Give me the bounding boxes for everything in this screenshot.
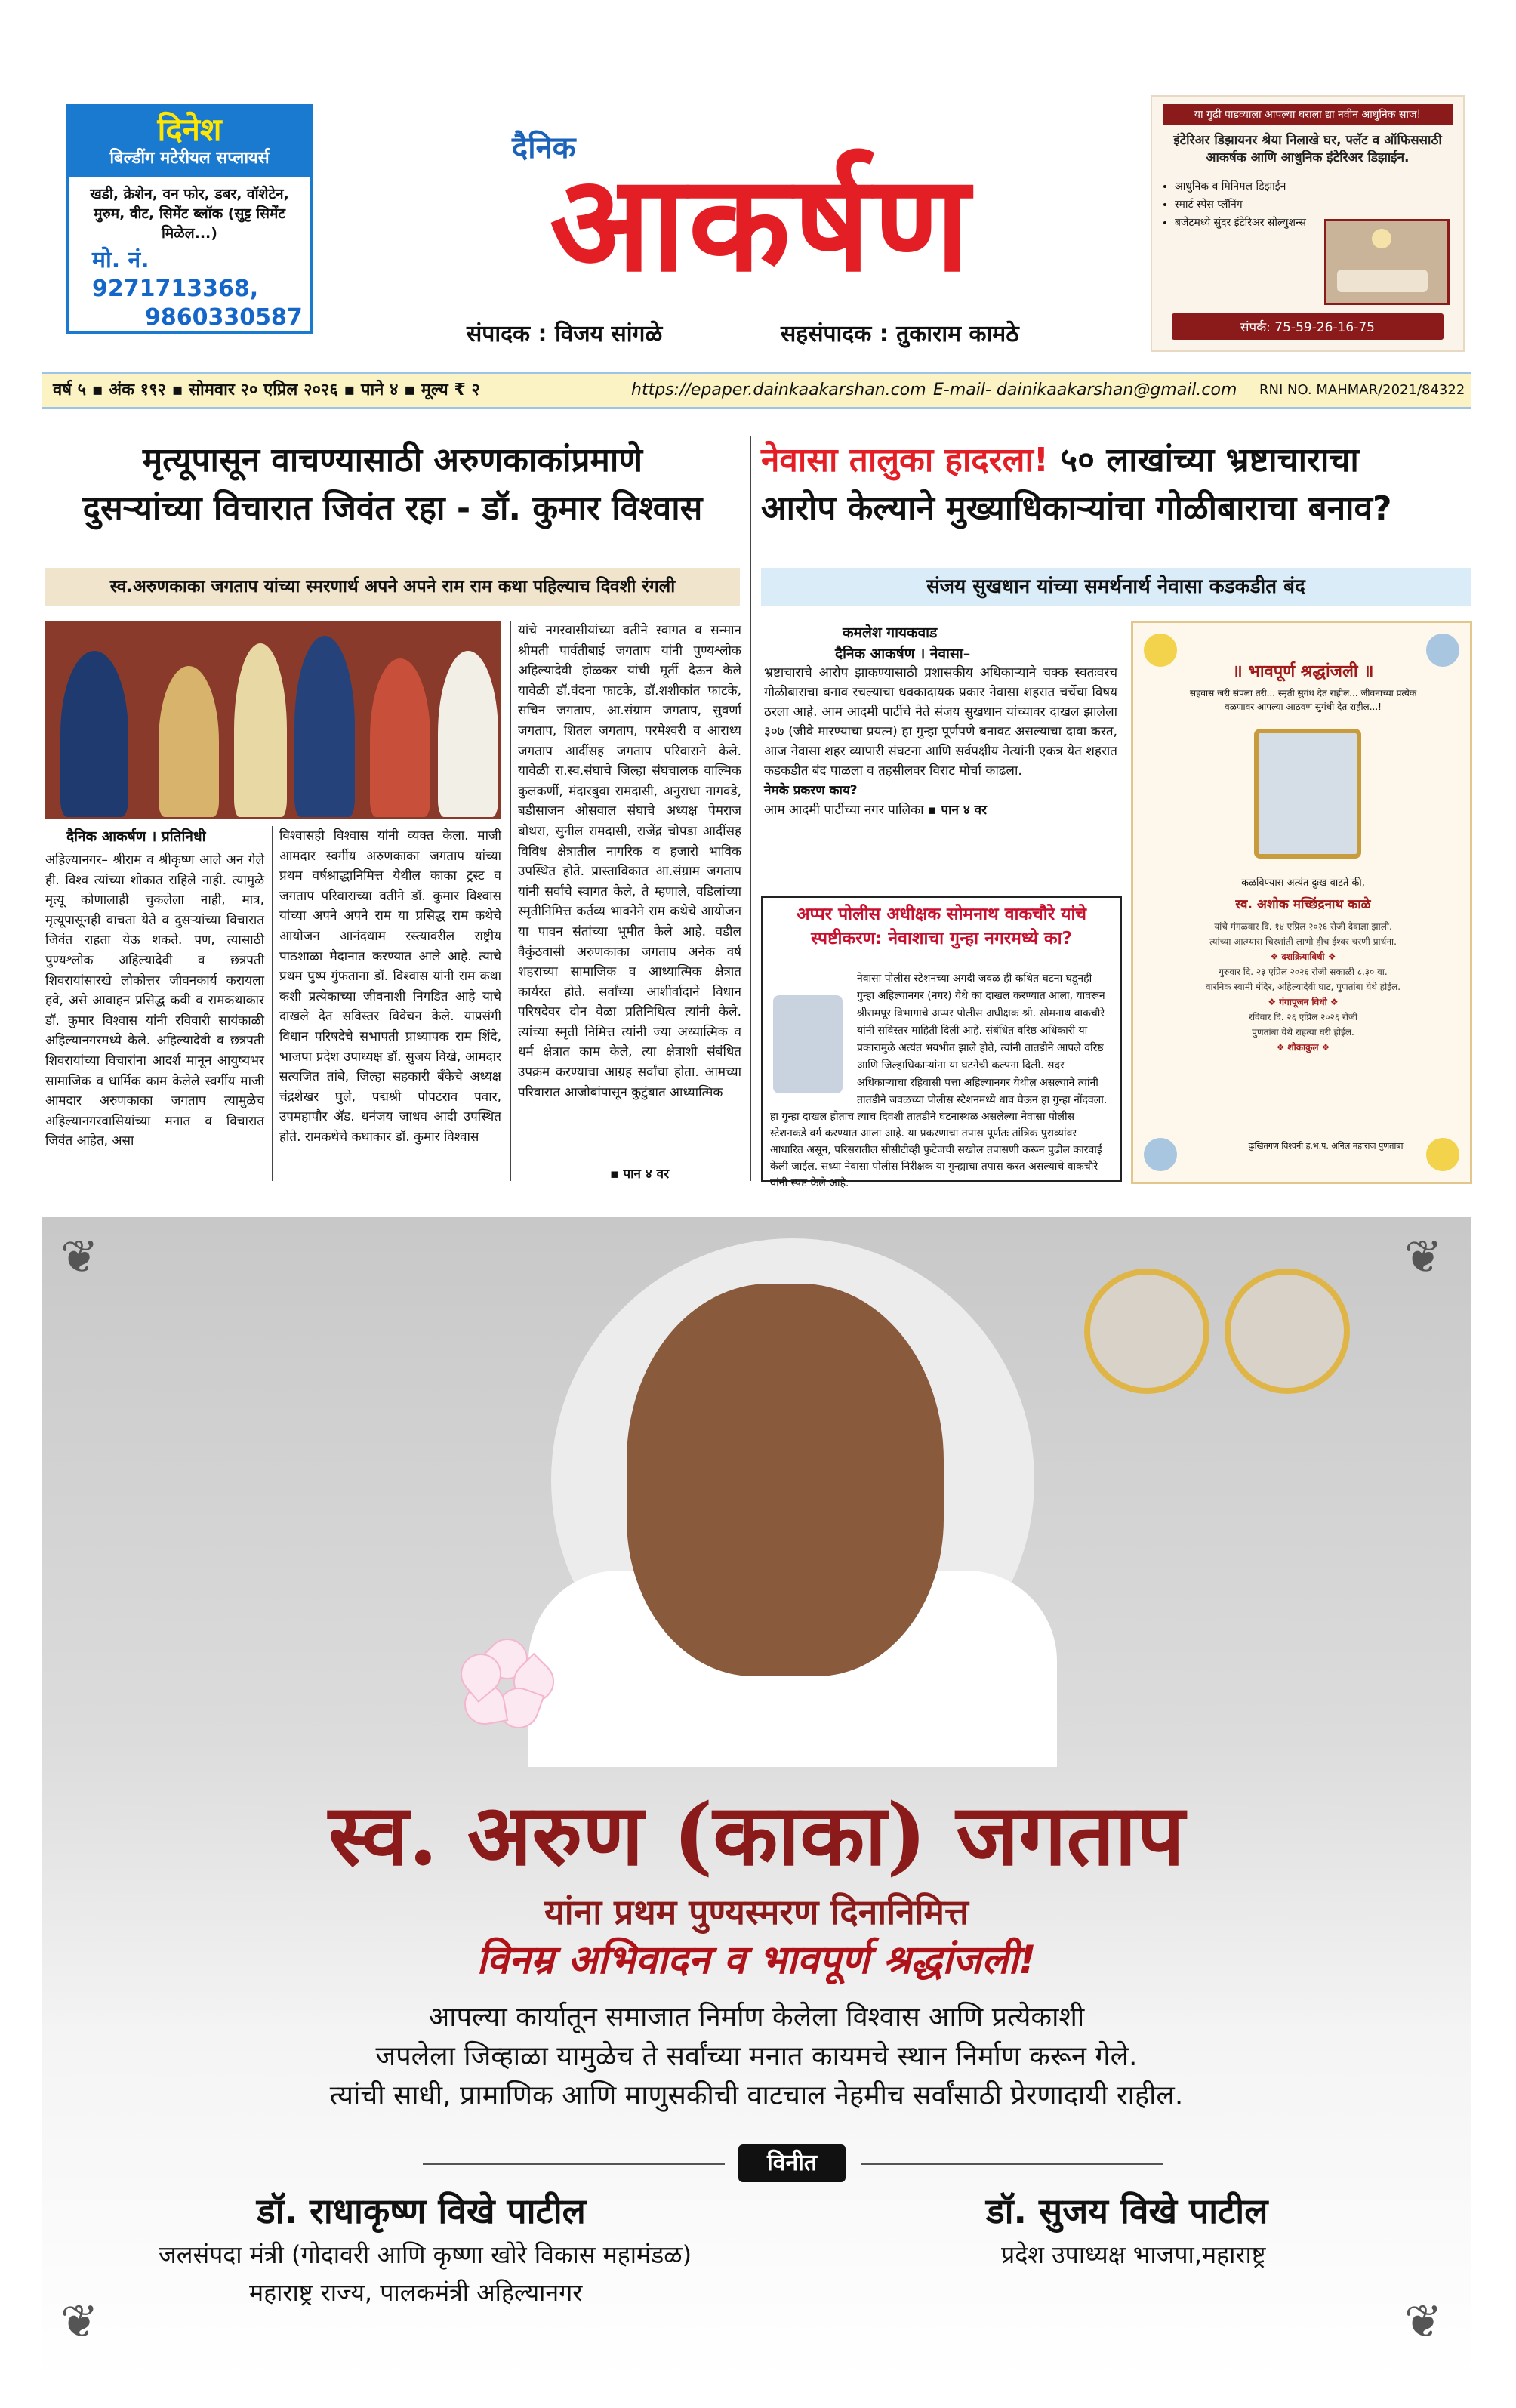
left-headline-line-1: मृत्यूपासून वाचण्यासाठी अरुणकाकांप्रमाणे bbox=[142, 441, 643, 479]
right-article-question: नेमके प्रकरण काय? bbox=[764, 783, 858, 798]
memorial-name: स्व. अरुण (काका) जगताप bbox=[328, 1786, 1185, 1885]
right-author: कमलेश गायकवाड bbox=[843, 624, 938, 641]
ad-point: • आधुनिक व मिनिमल डिझाईन bbox=[1175, 177, 1326, 196]
obituary-intro: कळविण्यास अत्यंत दुःख वाटते की, bbox=[1241, 877, 1365, 889]
masthead-title: आकर्षण bbox=[549, 145, 973, 301]
issue-info-bar bbox=[42, 372, 1471, 409]
right-headline-line-2: आरोप केल्याने मुख्याधिकाऱ्यांचा गोळीबाराचा बनाव? bbox=[761, 489, 1392, 528]
rni-number: RNI NO. MAHMAR/2021/84322 bbox=[1259, 382, 1465, 398]
obituary-portrait bbox=[1254, 729, 1361, 859]
right-article-body bbox=[764, 663, 1117, 820]
obituary-footer: दुःखितगण विश्वनी ह.भ.प. अनिल महाराज पुणतांबा bbox=[1248, 1141, 1404, 1151]
memorial-line: आपल्या कार्यातून समाजात निर्माण केलेला विश्वास आणि प्रत्येकाशी bbox=[428, 2002, 1085, 2033]
plumeria-flower-icon bbox=[461, 1639, 551, 1722]
ad-items: खडी, क्रेशेन, वन फोर, डबर, वॉशेटेन, मुरुम, वीट, सिमेंट ब्लॉक (सुट्ट सिमेंट मिळेल...) bbox=[90, 186, 289, 242]
police-box-headline: अप्पर पोलीस अधीक्षक सोमनाथ वाकचौरे यांचे स्पष्टीकरण: नेवाशाचा गुन्हा नगरमध्ये का? bbox=[796, 905, 1087, 948]
column-divider bbox=[272, 826, 273, 1181]
ad-contact: संपर्क: 75-59-26-16-75 bbox=[1172, 313, 1444, 340]
right-dateline: दैनिक आकर्षण । नेवासा– bbox=[835, 646, 971, 662]
ad-subtitle: बिल्डींग मटेरीयल सप्लायर्स bbox=[109, 149, 270, 168]
police-box-text-2: हा गुन्हा दाखल होताच त्याच दिवशी तातडीने घटनास्थळ असलेल्या नेवासा पोलीस स्टेशनकडे वर्ग करण्यात आला आहे. या प्रकरणाचा तपास पूर्णतः तांत्रिक पुराव्यांवर आधारित असून, परिसरातील सीसीटीव्ही फुटेजची सखोल तपासणी करून पुढील कारवाई केली जाईल. सध्या नेवासा पोलीस निरीक्षक या गुन्ह्याचा तपास करत असल्याचे वाकचौरे यांनी स्पष्ट केले आहे. bbox=[770, 1111, 1102, 1189]
obituary-advertisement bbox=[1131, 621, 1472, 1184]
vinit-label: विनीत bbox=[738, 2144, 846, 2182]
obituary-name: स्व. अशोक मच्छिंद्रनाथ काळे bbox=[1235, 897, 1371, 912]
obituary-line: वारनिक स्वामी मंदिर, अहिल्यादेवी घाट, पुणतांबा येथे होईल. bbox=[1205, 982, 1401, 992]
ad-heading: इंटेरिअर डिझायनर श्रेया निलाखे घर, फ्लॅट व ऑफिससाठी आकर्षक आणि आधुनिक इंटेरिअर डिझाईन. bbox=[1173, 133, 1442, 165]
right-continued: ▪ पान ४ वर bbox=[927, 803, 987, 818]
right-headline bbox=[761, 436, 1471, 533]
left-dateline: दैनिक आकर्षण । प्रतिनिधी bbox=[66, 828, 206, 845]
left-headline-line-2: दुसऱ्यांच्या विचारात जिवंत रहा - डॉ. कुमार विश्वास bbox=[82, 489, 703, 528]
left-article-column-2: विश्वासही विश्वास यांनी व्यक्त केला. माजी आमदार स्वर्गीय अरुणकाका जगताप यांच्या प्रथम वर्षश्राद्धानिमित्त येथील काका ट्रस्ट व जगताप परिवाराच्या वतीने डॉ. कुमार विश्वास यांच्या अपने अपने राम या प्रसिद्ध राम कथेचे आयोजन आनंदधाम रस्त्यावरील राष्ट्रीय पाठशाळा मैदानात करण्यात आले आहे. त्याचे प्रथम पुष्प गुंफताना डॉ. विश्वास यांनी राम कथा कशी प्रत्येकाच्या जीवनाशी निगडित आहे याचे दाखले देत सविस्तर विवेचन केले. याप्रसंगी विधान परिषदेचे सभापती प्राध्यापक राम शिंदे, भाजपा प्रदेश उपाध्यक्ष डॉ. सुजय विखे, आमदार सत्यजित तांबे, जिल्हा सहकारी बँकेचे अध्यक्ष चंद्रशेखर घुले, पद्मश्री पोपटराव पवार, उपमहापौर ॲड. धनंजय जाधव आदी उपस्थित होते. रामकथेचे कथाकार डॉ. कुमार विश्वास bbox=[279, 828, 501, 1145]
memorial-tribute: विनम्र अभिवादन व भावपूर्ण श्रद्धांजली! bbox=[476, 1938, 1037, 1983]
interior-photo bbox=[1324, 219, 1450, 305]
obituary-line: यांचे मंगळवार दि. १४ एप्रिल २०२६ रोजी देवाज्ञा झाली. bbox=[1214, 921, 1392, 932]
ad-title: दिनेश bbox=[157, 111, 222, 148]
memorial-line: जपलेला जिव्हाळा यामुळेच ते सर्वांच्या मनात कायमचे स्थान निर्माण करून गेले. bbox=[375, 2041, 1138, 2072]
signatory-2-title: प्रदेश उपाध्यक्ष भाजपा,महाराष्ट्र bbox=[1001, 2240, 1266, 2269]
signatory-2-name: डॉ. सुजय विखे पाटील bbox=[986, 2191, 1268, 2231]
left-continued: ▪ पान ४ वर bbox=[610, 1167, 670, 1182]
left-advertisement bbox=[66, 104, 313, 334]
ad-point: • बजेटमध्ये सुंदर इंटेरिअर सोल्युशन्स bbox=[1175, 214, 1326, 232]
right-headline-red: नेवासा तालुका हादरला! bbox=[761, 441, 1049, 479]
masthead-editor: संपादक : विजय सांगळे bbox=[467, 321, 663, 347]
leader-badge-1 bbox=[1084, 1269, 1209, 1394]
ad-banner: या गुढी पाडव्याला आपल्या घराला द्या नवीन आधुनिक साज! bbox=[1163, 104, 1453, 125]
memorial-paragraph bbox=[42, 1998, 1471, 2116]
issue-details: वर्ष ५ ▪ अंक १९२ ▪ सोमवार २० एप्रिल २०२६ ▪ पाने ४ ▪ मूल्य ₹ २ bbox=[53, 381, 480, 399]
obituary-title: ॥ भावपूर्ण श्रद्धांजली ॥ bbox=[1232, 662, 1374, 681]
column-divider bbox=[510, 621, 511, 1181]
divider bbox=[423, 2163, 725, 2165]
signatory-1-title-2: महाराष्ट्र राज्य, पालकमंत्री अहिल्यानगर bbox=[249, 2278, 583, 2307]
left-subheadline: स्व.अरुणकाका जगताप यांच्या स्मरणार्थ अपने अपने राम राम कथा पहिल्याच दिवशी रंगली bbox=[45, 568, 740, 606]
memorial-portrait bbox=[627, 1284, 944, 1676]
signatory-1-name: डॉ. राधाकृष्ण विखे पाटील bbox=[257, 2191, 586, 2231]
obituary-line: त्यांच्या आत्म्यास चिरशांती लाभो हीच ईश्वर चरणी प्रार्थना. bbox=[1209, 936, 1397, 947]
ornament-icon: ❦ bbox=[60, 2295, 99, 2348]
signatory-1-title: जलसंपदा मंत्री (गोदावरी आणि कृष्णा खोरे विकास महामंडळ) bbox=[159, 2240, 692, 2269]
police-officer-photo bbox=[773, 995, 843, 1093]
obituary-line: पुणतांबा येथे राहत्या घरी होईल. bbox=[1252, 1027, 1354, 1038]
divider bbox=[861, 2163, 1163, 2165]
obituary-line: ❖ गंगापूजन विधी ❖ bbox=[1268, 997, 1339, 1007]
ornament-icon: ❦ bbox=[60, 1231, 99, 1284]
left-headline bbox=[45, 436, 740, 533]
memorial-line: त्यांची साधी, प्रामाणिक आणि माणुसकीची वाटचाल नेहमीच सर्वांसाठी प्रेरणादायी राहील. bbox=[329, 2080, 1184, 2111]
obituary-line: ❖ शोकाकुल ❖ bbox=[1276, 1042, 1330, 1053]
ornament-icon: ❦ bbox=[1404, 2295, 1443, 2348]
ornament-icon: ❦ bbox=[1404, 1231, 1443, 1284]
obituary-details bbox=[1163, 919, 1443, 1055]
column-divider bbox=[750, 436, 751, 1181]
obituary-line: ❖ दशक्रियाविधी ❖ bbox=[1270, 951, 1336, 962]
police-box-text: नेवासा पोलीस स्टेशनच्या अगदी जवळ ही कथित घटना घडूनही गुन्हा अहिल्यानगर (नगर) येथे का दाखल करण्यात आला, यावरून श्रीरामपूर विभागाचे अप्पर पोलीस अधीक्षक श्री. सोमनाथ वाकचौरे यांनी सविस्तर माहिती दिली आहे. संबंधित वरिष्ठ अधिकारी या प्रकारामुळे अत्यंत भयभीत झाले होते, त्यांनी तातडीने आपले वरिष्ठ आणि जिल्हाधिकाऱ्यांना या घटनेची कल्पना दिली. सदर अधिकाऱ्याचा रहिवासी पत्ता अहिल्यानगर येथील असल्याने त्यांनी तातडीने जवळच्या पोलीस स्टेशनमध्ये धाव घेऊन हा गुन्हा नोंदवला. bbox=[857, 973, 1108, 1106]
masthead-coeditor: सहसंपादक : तुकाराम कामठे bbox=[781, 321, 1019, 347]
left-article-column-1: अहिल्यानगर– श्रीराम व श्रीकृष्ण आले अन गेले ही. विश्व त्यांच्या शोकात राहिले नाही. त्यामुळे मृत्यू कोणालाही चुकलेला नाही, मात्र, मृत्यूपासूनही वाचता येते व दुसऱ्यांच्या विचारात जिवंत राहता येऊ शकते. पण, त्यासाठी पुण्यश्लोक अहिल्यादेवी व छत्रपती शिवरायांसारखे लोकोत्तर जीवनकार्य करायला हवे, असे आवाहन प्रसिद्ध कवी व रामकथाकार डॉ. कुमार विश्वास यांनी रविवारी सायंकाळी अहिल्यानगरमध्ये केले. अहिल्यादेवी व छत्रपती शिवरायांच्या विचारांना आदर्श मानून आयुष्यभर सामाजिक व धार्मिक काम केलेले स्वर्गीय माजी आमदार अरुणकाका जगताप त्यामुळेच अहिल्यानगरवासियांच्या मनात व विचारात जिवंत आहेत, असा bbox=[45, 853, 264, 1149]
right-article-tail: आम आदमी पार्टीच्या नगर पालिका bbox=[764, 803, 924, 818]
email-link[interactable]: E-mail- dainikaakarshan@gmail.com bbox=[933, 381, 1237, 399]
right-article-text: भ्रष्टाचाराचे आरोप झाकण्यासाठी प्रशासकीय अधिकाऱ्याने चक्क स्वतःवरच गोळीबाराचा बनाव रचल्याचा धक्कादायक प्रकार नेवासा शहरात चर्चेचा विषय ठरला आहे. आम आदमी पार्टीचे नेते संजय सुखधान यांच्यावर दाखल झालेला ३०७ (जीवे मारण्याचा प्रयत्न) हा गुन्हा पूर्णपणे बनावट असल्याचा दावा करत, आज नेवासा शहर व्यापारी संघटना आणि सर्वपक्षीय नेत्यांनी एकत्र येत शहरात कडकडीत बंद पाळला व तहसीलवर विराट मोर्चा काढला. bbox=[764, 665, 1117, 779]
ad-phone-1: 9271713368, bbox=[92, 276, 259, 302]
obituary-line: गुरुवार दि. २३ एप्रिल २०२६ रोजी सकाळी ८.३० वा. bbox=[1219, 967, 1388, 977]
right-advertisement bbox=[1151, 95, 1465, 352]
right-headline-line-1: ५० लाखांच्या भ्रष्टाचाराचा bbox=[1060, 441, 1359, 479]
masthead-daily: दैनिक bbox=[512, 131, 576, 165]
ad-phone-label: मो. नं. bbox=[92, 247, 149, 273]
ad-points bbox=[1160, 177, 1326, 232]
right-subheadline: संजय सुखधान यांच्या समर्थनार्थ नेवासा कडकडीत बंद bbox=[761, 568, 1471, 606]
ad-phone-2: 9860330587 bbox=[145, 304, 303, 331]
ad-point: • स्मार्ट स्पेस प्लॅनिंग bbox=[1175, 196, 1326, 214]
obituary-quote: सहवास जरी संपला तरी... स्मृती सुगंध देत राहील... जीवनाच्या प्रत्येक वळणावर आपल्या आठवण सुगंधी देत राहील...! bbox=[1189, 688, 1417, 712]
leader-badge-2 bbox=[1225, 1269, 1350, 1394]
epaper-link[interactable]: https://epaper.dainkaakarshan.com bbox=[631, 381, 926, 399]
memorial-occasion: यांना प्रथम पुण्यस्मरण दिनानिमित्त bbox=[544, 1892, 969, 1932]
ramkatha-event-photo bbox=[45, 621, 501, 819]
left-article-column-3: यांचे नगरवासीयांच्या वतीने स्वागत व सन्मान श्रीमती पार्वतीबाई जगताप यांनी पुण्यश्लोक अहिल्यादेवी होळकर यांची मूर्ती देऊन केले यावेळी डॉ.वंदना फाटके, डॉ.शशीकांत फाटके, सचिन जगताप, आ.संग्राम जगताप, सुवर्णा जगताप, शितल जगताप, परमेश्वरी व आराध्य जगताप आदींसह जगताप परिवाराने केले. यावेळी रा.स्व.संघाचे जिल्हा संघचालक वाल्मिक कुलकर्णी, मंदारबुवा रामदासी, अनुराधा नागवडे, बडीसाजन ओसवाल संघाचे अध्यक्ष पेमराज बोथरा, सुनील रामदासी, राजेंद्र चोपडा आदींसह विविध क्षेत्रातील नागरिक व हजारो भाविक उपस्थित होते. प्रास्ताविकात आ.संग्राम जगताप यांनी सर्वांचे स्वागत केले, ते म्हणाले, वडिलांच्या स्मृतीनिमित्त कर्तव्य भावनेने राम कथेचे आयोजन या पावन संतांच्या भूमीत केले आहे. वडील वैकुंठवासी अरुणकाका जगताप अनेक वर्ष शहराच्या सामाजिक व आध्यात्मिक क्षेत्रात कार्यरत होते. सर्वांच्या आशीर्वादाने विधान परिषदेवर दोन वेळा प्रतिनिधित्व त्यांनी केले. त्यांच्या स्मृती निमित्त त्यांनी ज्या अध्यात्मिक व धर्म क्षेत्रात काम केले, त्या क्षेत्राशी संबंधित उपक्रम करण्याचा आग्रह सर्वांचा होता. आमच्या परिवारात आजोबांपासून कुटुंबात आध्यात्मिक bbox=[518, 623, 741, 1100]
obituary-line: रविवार दि. २६ एप्रिल २०२६ रोजी bbox=[1249, 1012, 1357, 1022]
